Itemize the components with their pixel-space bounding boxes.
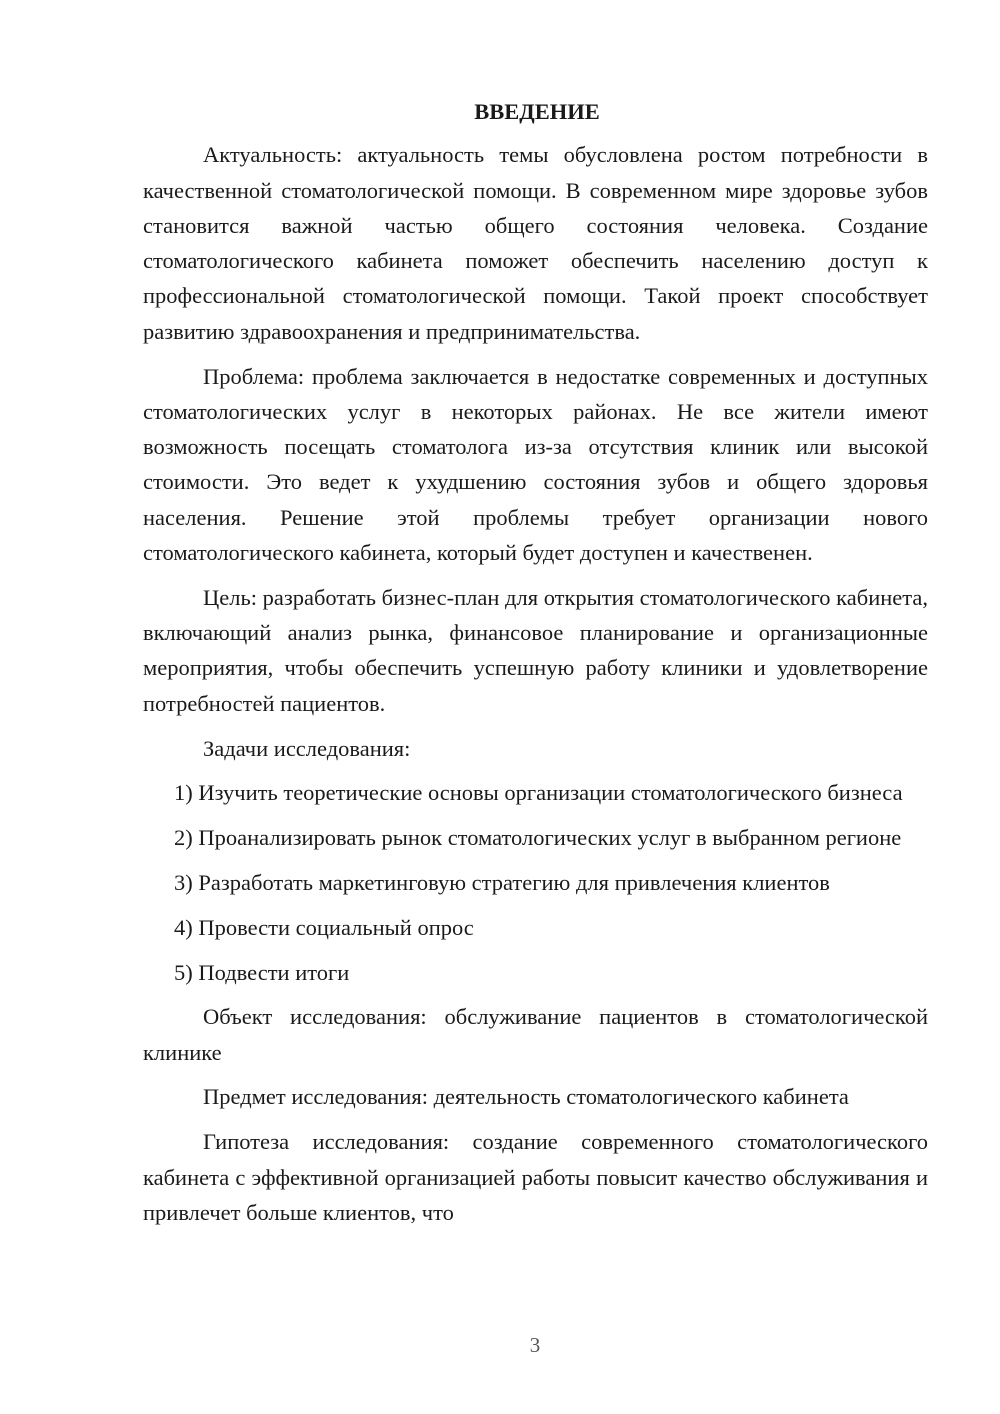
task-item-2: 2) Проанализировать рынок стоматологических услуг в выбранном регионе — [174, 825, 902, 851]
relevance-paragraph: Актуальность: актуальность темы обусловлена ростом потребности в качественной стоматологической помощи. В современном мире здоровье зубов становится важной частью общего состояния человека. Создание стоматологического кабинета поможет обеспечить населению доступ к профессиональной стоматологической помощи. Такой проект способствует развитию здравоохранения и предпринимательства. — [143, 142, 928, 344]
task-item-1: 1) Изучить теоретические основы организации стоматологического бизнеса — [174, 780, 903, 806]
tasks-heading: Задачи исследования: — [203, 735, 411, 761]
task-item-3: 3) Разработать маркетинговую стратегию для привлечения клиентов — [174, 869, 830, 895]
object-paragraph: Объект исследования: обслуживание пациентов в стоматологической клинике — [143, 1004, 928, 1065]
task-item-4: 4) Провести социальный опрос — [174, 914, 474, 940]
subject-paragraph: Предмет исследования: деятельность стоматологического кабинета — [203, 1084, 849, 1110]
goal-paragraph: Цель: разработать бизнес-план для открытия стоматологического кабинета, включающий анализ рынка, финансовое планирование и организационные мероприятия, чтобы обеспечить успешную работу клиники и удовлетворение потребностей пациентов. — [143, 584, 928, 716]
section-title: ВВЕДЕНИЕ — [474, 99, 600, 124]
problem-paragraph: Проблема: проблема заключается в недостатке современных и доступных стоматологических услуг в некоторых районах. Не все жители имеют возможность посещать стоматолога из-за отсутствия клиник или высокой стоимости. Это ведет к ухудшению состояния зубов и общего здоровья населения. Решение этой проблемы требует организации нового стоматологического кабинета, который будет доступен и качественен. — [143, 363, 928, 566]
hypothesis-paragraph: Гипотеза исследования: создание современного стоматологического кабинета с эффективной организацией работы повысит качество обслуживания и привлечет больше клиентов, что — [143, 1129, 928, 1225]
page-number: 3 — [529, 1333, 541, 1357]
page-content — [143, 94, 928, 1230]
task-item-5: 5) Подвести итоги — [174, 959, 350, 985]
